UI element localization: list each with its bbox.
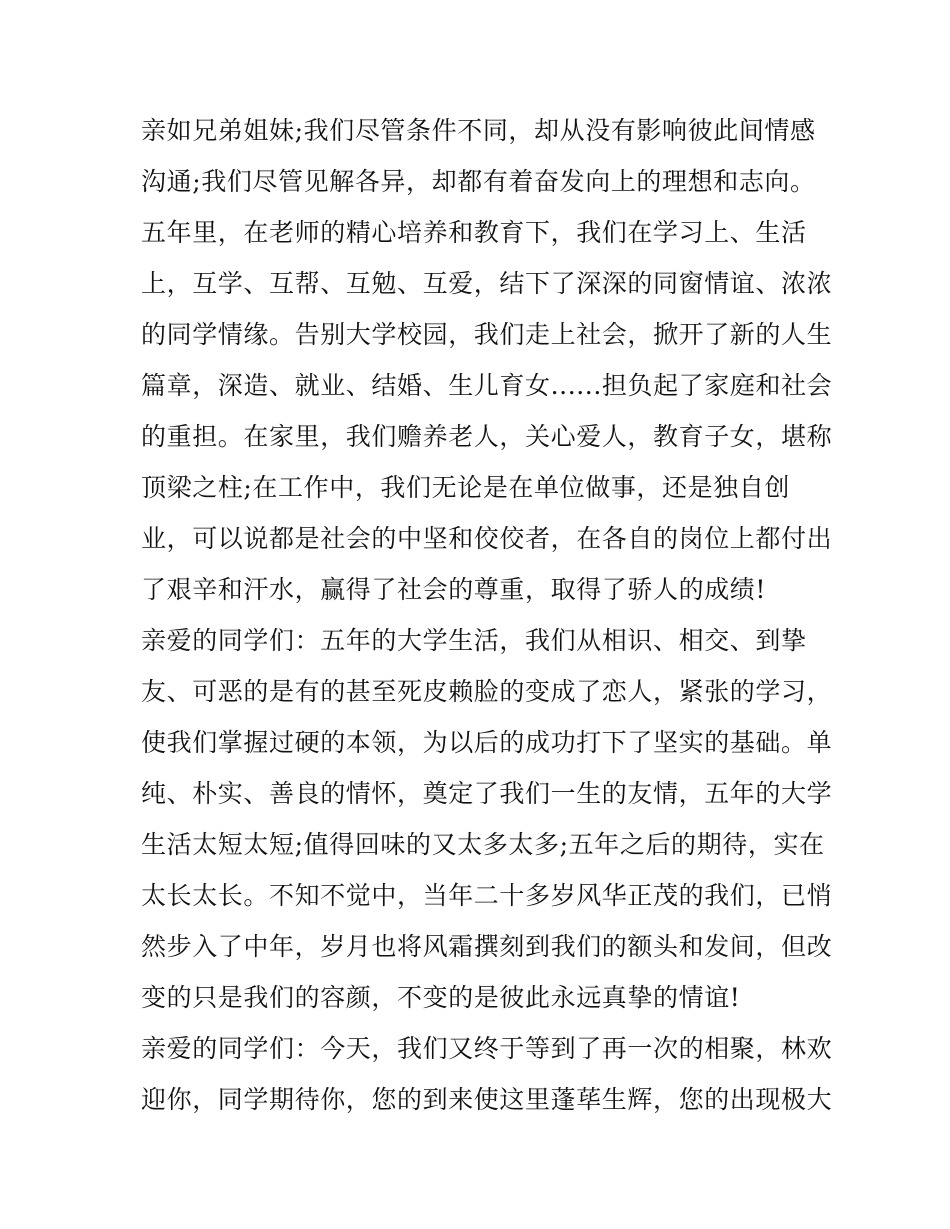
text-line-5: 的同学情缘。告别大学校园，我们走上社会，掀开了新的人生	[141, 320, 833, 349]
text-line-13: 使我们掌握过硬的本领，为以后的成功打下了坚实的基础。单	[141, 728, 833, 757]
text-line-11: 亲爱的同学们：五年的大学生活，我们从相识、相交、到挚	[141, 626, 807, 655]
text-line-4: 上，互学、互帮、互勉、互爱，结下了深深的同窗情谊、浓浓	[141, 269, 833, 298]
text-line-8: 顶梁之柱;在工作中，我们无论是在单位做事，还是独自创	[141, 473, 791, 502]
text-line-3: 五年里，在老师的精心培养和教育下，我们在学习上、生活	[141, 218, 807, 247]
text-line-7: 的重担。在家里，我们赡养老人，关心爱人，教育子女，堪称	[141, 422, 833, 451]
text-line-6: 篇章，深造、就业、结婚、生儿育女......担负起了家庭和社会	[141, 371, 833, 400]
text-line-9: 业，可以说都是社会的中坚和佼佼者，在各自的岗位上都付出	[141, 524, 833, 553]
text-line-20: 迎你，同学期待你，您的到来使这里蓬荜生辉，您的出现极大	[141, 1085, 833, 1114]
body-text	[141, 105, 831, 1125]
text-line-17: 然步入了中年，岁月也将风霜撰刻到我们的额头和发间，但改	[141, 932, 833, 961]
text-line-12: 友、可恶的是有的甚至死皮赖脸的变成了恋人，紧张的学习，	[141, 677, 833, 706]
text-line-18: 变的只是我们的容颜，不变的是彼此永远真挚的情谊!	[141, 983, 741, 1012]
text-line-10: 了艰辛和汗水，赢得了社会的尊重，取得了骄人的成绩!	[141, 575, 767, 604]
text-line-1: 亲如兄弟姐妹;我们尽管条件不同，却从没有影响彼此间情感	[141, 116, 816, 145]
text-line-2: 沟通;我们尽管见解各异，却都有着奋发向上的理想和志向。	[141, 167, 816, 196]
text-line-16: 太长太长。不知不觉中，当年二十多岁风华正茂的我们，已悄	[141, 881, 833, 910]
text-line-14: 纯、朴实、善良的情怀，奠定了我们一生的友情，五年的大学	[141, 779, 833, 808]
text-line-19: 亲爱的同学们：今天，我们又终于等到了再一次的相聚，林欢	[141, 1034, 833, 1063]
text-line-15: 生活太短太短;值得回味的又太多太多;五年之后的期待，实在	[141, 830, 825, 859]
